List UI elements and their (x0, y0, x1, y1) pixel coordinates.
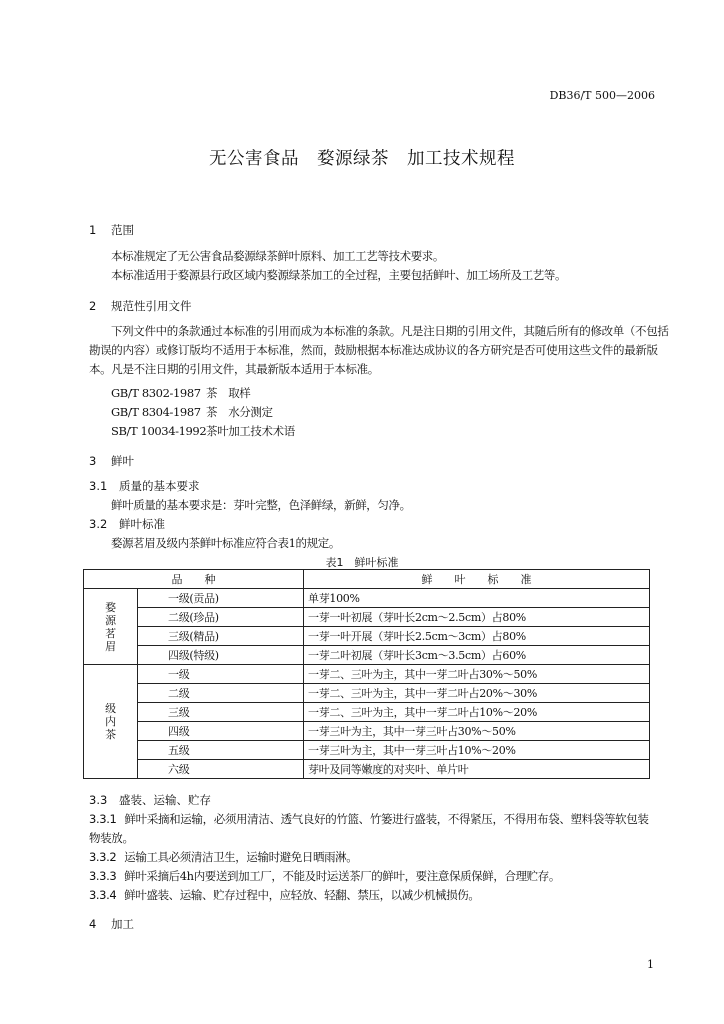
section-number: 3 (89, 454, 97, 468)
reference-item (111, 423, 295, 439)
section-number: 3.3 (89, 793, 108, 807)
clause-text: 运输工具必须清洁卫生，运输时避免日晒雨淋。 (124, 850, 358, 864)
standard-cell: 一芽三叶为主，其中一芽三叶占30%～50% (304, 722, 650, 741)
standard-cell: 一芽一叶开展（芽叶长2.5cm～3cm）占80% (304, 627, 650, 646)
reference-code: SB/T 10034-1992 (111, 424, 207, 438)
table-header-row (84, 570, 650, 589)
standard-cell: 一芽一叶初展（芽叶长2cm～2.5cm）占80% (304, 608, 650, 627)
table-caption: 表1 鲜叶标准 (325, 556, 399, 569)
grade-cell: 二级(珍品) (138, 608, 304, 627)
grade-cell: 六级 (138, 760, 304, 779)
page-number: 1 (647, 958, 654, 971)
section-number: 1 (89, 223, 97, 237)
scope-paragraph-2: 本标准适用于婺源县行政区域内婺源绿茶加工的全过程，主要包括鲜叶、加工场所及工艺等。 (111, 268, 567, 282)
section-title: 鲜叶标准 (119, 517, 165, 531)
clause-number: 3.3.4 (89, 888, 117, 902)
grade-cell: 三级 (138, 703, 304, 722)
reference-item (111, 385, 250, 401)
clause-text: 鲜叶采摘和运输，必须用清洁、透气良好的竹篮、竹篓进行盛装，不得紧压，不得用布袋、塑料袋等软包装物装放。 (89, 812, 649, 845)
grade-cell: 二级 (138, 684, 304, 703)
table-row (84, 741, 650, 760)
standard-column-header: 鲜 叶 标 准 (304, 570, 650, 589)
section-title: 鲜叶 (111, 454, 134, 468)
clause-text: 鲜叶盛装、运输、贮存过程中，应轻放、轻翻、禁压，以减少机械损伤。 (124, 888, 480, 902)
variety-column-header: 品 种 (84, 570, 304, 589)
reference-item (111, 404, 273, 420)
clause-number: 3.3.1 (89, 812, 117, 826)
clause-number: 3.3.2 (89, 850, 117, 864)
section-number: 4 (89, 917, 97, 931)
standard-cell: 单芽100% (304, 589, 650, 608)
section-title: 范围 (111, 223, 134, 237)
clause-3-3-3 (89, 868, 560, 884)
section-1-heading (89, 222, 134, 238)
table-row (84, 589, 650, 608)
reference-name: 茶叶加工技术术语 (206, 424, 295, 438)
table-row (84, 703, 650, 722)
reference-name: 茶 取样 (206, 386, 251, 400)
grade-cell: 一级(贡品) (138, 589, 304, 608)
section-3-1-heading (89, 478, 200, 494)
section-number: 3.2 (89, 517, 108, 531)
table-row (84, 760, 650, 779)
clause-3-3-4 (89, 887, 479, 903)
clause-3-3-1 (89, 810, 659, 848)
section-title: 加工 (111, 917, 134, 931)
section-2-heading (89, 298, 192, 314)
references-paragraph: 下列文件中的条款通过本标准的引用而成为本标准的条款。凡是注日期的引用文件，其随后所有的修改单（不包括勘误的内容）或修订版均不适用于本标准，然而，鼓励根据本标准达成协议的各方研究是否可使用这些文件的最新版本。凡是不注日期的引用文件，其最新版本适用于本标准。 (89, 324, 669, 376)
grade-cell: 三级(精品) (138, 627, 304, 646)
group-label (84, 665, 138, 779)
group-name: 级内茶 (105, 702, 116, 741)
section-number: 2 (89, 299, 97, 313)
table-row (84, 684, 650, 703)
fresh-leaf-standard-table (83, 569, 650, 779)
reference-code: GB/T 8304-1987 (111, 405, 201, 419)
section-3-3-heading (89, 792, 211, 808)
table-row (84, 646, 650, 665)
section-title: 盛装、运输、贮存 (119, 793, 211, 807)
standard-cell: 一芽二、三叶为主，其中一芽二叶占30%～50% (304, 665, 650, 684)
section-title: 规范性引用文件 (111, 299, 192, 313)
quality-requirement-text: 鲜叶质量的基本要求是：芽叶完整，色泽鲜绿，新鲜，匀净。 (111, 498, 411, 512)
table-row (84, 627, 650, 646)
section-number: 3.1 (89, 479, 108, 493)
standard-cell: 芽叶及同等嫩度的对夹叶、单片叶 (304, 760, 650, 779)
standard-cell: 一芽二、三叶为主，其中一芽二叶占20%～30% (304, 684, 650, 703)
reference-name: 茶 水分测定 (206, 405, 273, 419)
group-label (84, 589, 138, 665)
clause-number: 3.3.3 (89, 869, 117, 883)
standard-number: DB36/T 500—2006 (549, 89, 655, 102)
section-3-2-heading (89, 516, 165, 532)
section-3-heading (89, 453, 134, 469)
grade-cell: 四级 (138, 722, 304, 741)
scope-paragraph-1: 本标准规定了无公害食品婺源绿茶鲜叶原料、加工工艺等技术要求。 (111, 249, 444, 263)
section-4-heading (89, 916, 134, 932)
document-title: 无公害食品 婺源绿茶 加工技术规程 (209, 149, 515, 169)
table-row (84, 665, 650, 684)
grade-cell: 一级 (138, 665, 304, 684)
leaf-standard-text: 婺源茗眉及级内茶鲜叶标准应符合表1的规定。 (111, 536, 340, 550)
table-row (84, 608, 650, 627)
standard-cell: 一芽二、三叶为主，其中一芽二叶占10%～20% (304, 703, 650, 722)
standard-cell: 一芽二叶初展（芽叶长3cm～3.5cm）占60% (304, 646, 650, 665)
standard-cell: 一芽三叶为主，其中一芽三叶占10%～20% (304, 741, 650, 760)
grade-cell: 五级 (138, 741, 304, 760)
clause-text: 鲜叶采摘后4h内要送到加工厂，不能及时运送茶厂的鲜叶，要注意保质保鲜，合理贮存。 (124, 869, 560, 883)
section-title: 质量的基本要求 (119, 479, 200, 493)
group-name: 婺源茗眉 (105, 600, 116, 653)
clause-3-3-2 (89, 849, 357, 865)
reference-code: GB/T 8302-1987 (111, 386, 201, 400)
grade-cell: 四级(特级) (138, 646, 304, 665)
table-row (84, 722, 650, 741)
